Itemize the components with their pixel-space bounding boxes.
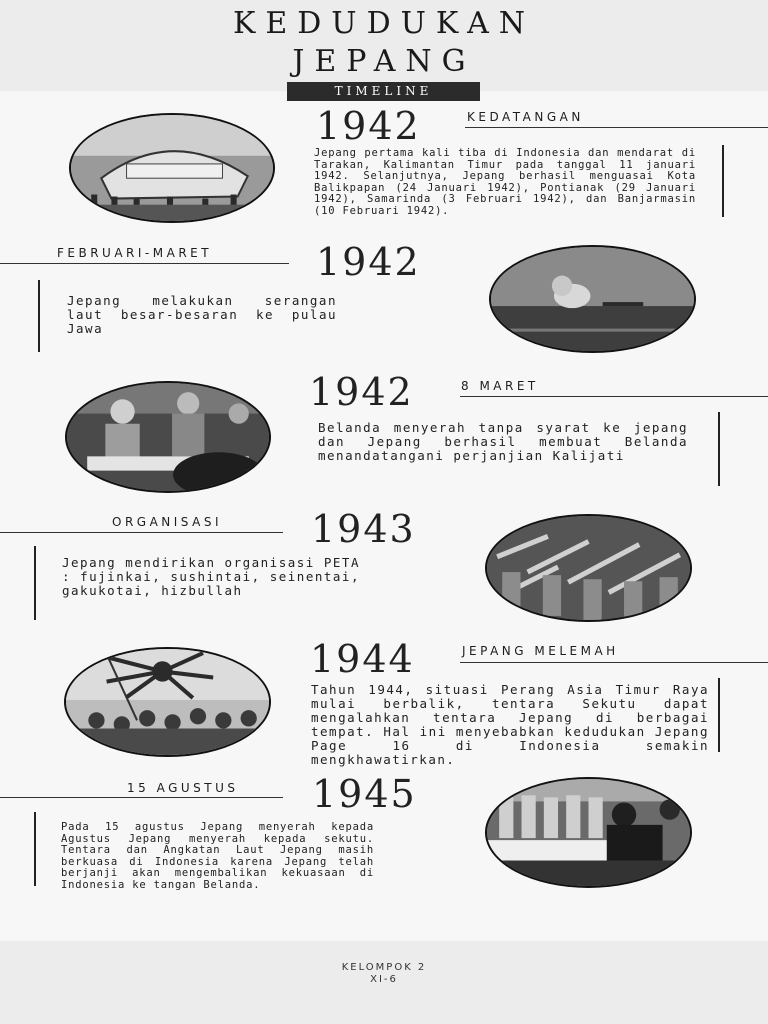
page-title-line-1: KEDUDUKAN (232, 6, 536, 41)
kalijati-signing-photo (65, 381, 271, 493)
event-year-5: 1944 (310, 637, 415, 681)
peta-troops-photo (485, 514, 692, 622)
event-label-1: KEDATANGAN (467, 110, 584, 124)
event-bar-4 (34, 546, 36, 620)
naval-attack-photo (489, 245, 696, 353)
event-text-3: Belanda menyerah tanpa syarat ke jepang dan Jepang berhasil membuat Belanda menandatangani perjanjian Kalijati (318, 420, 688, 463)
event-year-3: 1942 (309, 370, 414, 414)
event-label-5: JEPANG MELEMAH (462, 644, 619, 658)
event-text-2: Jepang melakukan serangan laut besar-besaran ke pulau Jawa (67, 293, 337, 336)
event-text-1: Jepang pertama kali tiba di Indonesia dan mendarat di Tarakan, Kalimantan Timur pada tanggal 11 januari 1942. Selanjutnya, Jepang berhasil menguasai Kota Balikpapan (24 Januari 1942), Pontianak (29 Januari 1942), Samarinda (3 Februari 1942), dan Banjarmasin (10 Februari 1942). (314, 147, 696, 217)
rising-sun-flag-troops-photo (64, 647, 271, 757)
event-bar-3 (718, 412, 720, 486)
event-year-2: 1942 (316, 240, 421, 284)
event-label-3: 8 MARET (461, 379, 539, 393)
event-year-6: 1945 (312, 772, 417, 816)
event-year-4: 1943 (311, 507, 416, 551)
event-bar-1 (722, 145, 724, 217)
event-divider-1 (465, 127, 768, 128)
event-label-2: FEBRUARI-MARET (57, 246, 213, 260)
footer-group: KELOMPOK 2 (341, 962, 427, 973)
surrender-ceremony-photo (485, 777, 692, 888)
event-bar-2 (38, 280, 40, 352)
event-text-4: Jepang mendirikan organisasi PETA : fujinkai, sushintai, seinentai, gakukotai, hizbullah (62, 555, 360, 598)
soldiers-landing-photo (69, 113, 275, 223)
event-divider-4 (0, 532, 283, 533)
footer-class: XI-6 (370, 974, 398, 985)
event-bar-6 (34, 812, 36, 886)
event-divider-2 (0, 263, 289, 264)
event-year-1: 1942 (316, 104, 421, 148)
timeline-tag: TIMELINE (287, 82, 480, 101)
event-divider-5 (460, 662, 768, 663)
event-label-6: 15 AGUSTUS (127, 781, 239, 795)
event-text-5: Tahun 1944, situasi Perang Asia Timur Raya mulai berbalik, tentara Sekutu dapat mengalahkan tentara Jepang di berbagai tempat. Hal ini menyebabkan kedudukan Jepang Page 16 di Indonesia semakin mengkhawatirkan. (311, 682, 709, 767)
event-text-6: Pada 15 agustus Jepang menyerah kepada Agustus Jepang menyerah kepada sekutu. Tentara dan Angkatan Laut Jepang masih berkuasa di Indonesia karena Jepang telah berjanji akan mengembalikan kekuasaan di Indonesia ke tangan Belanda. (61, 821, 374, 891)
page-title-line-2: JEPANG (292, 44, 476, 79)
event-label-4: ORGANISASI (112, 515, 223, 529)
event-bar-5 (718, 678, 720, 752)
event-divider-6 (0, 797, 283, 798)
event-divider-3 (460, 396, 768, 397)
